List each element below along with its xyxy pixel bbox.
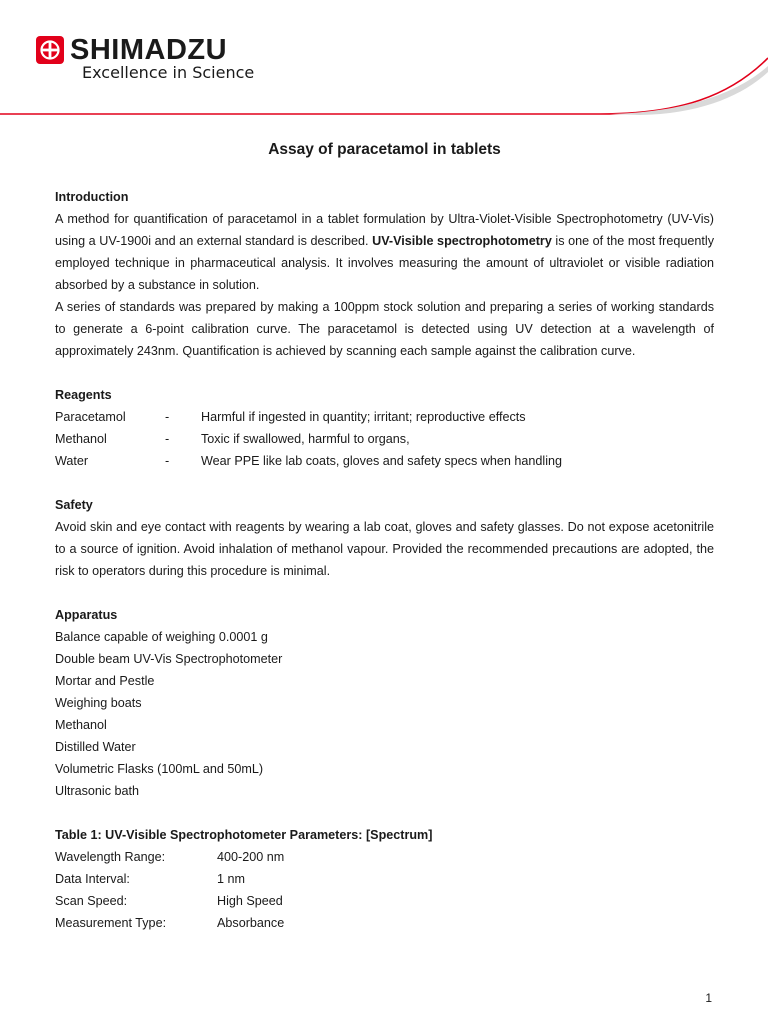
apparatus-item: Volumetric Flasks (100mL and 50mL) [55,762,264,776]
parameters-table-section [55,824,714,934]
shimadzu-logo-mark-icon [36,36,64,64]
apparatus-item: Weighing boats [55,696,142,710]
introduction-section [55,186,714,362]
reagents-heading: Reagents [55,388,112,402]
reagent-row [55,406,714,428]
reagent-dash: - [165,454,170,468]
emphasis-uv-vis: UV-Visible spectrophotometry [372,234,552,248]
parameter-value: High Speed [217,894,283,908]
parameter-label: Measurement Type: [55,916,167,930]
apparatus-heading: Apparatus [55,608,118,622]
safety-paragraph: Avoid skin and eye contact with reagents by wearing a lab coat, gloves and safety glasses. Do not expose acetonitrile to a source of ignition. Avoid inhalation of methanol vapour. Provided the recommended precautions are adopted, the risk to operators during this procedure is minimal. [55,520,714,578]
parameter-label: Wavelength Range: [55,850,166,864]
reagent-dash: - [165,432,170,446]
logo-wordmark: SHIMADZU [70,33,228,66]
reagent-hazard: Harmful if ingested in quantity; irritant; reproductive effects [201,410,526,424]
document-body [55,138,714,934]
apparatus-item: Ultrasonic bath [55,784,139,798]
parameter-value: 400-200 nm [217,850,285,864]
page-header [0,0,768,120]
reagent-name: Paracetamol [55,410,126,424]
parameter-value: Absorbance [217,916,285,930]
reagents-section [55,384,714,472]
apparatus-item: Methanol [55,718,107,732]
parameter-row [55,912,714,934]
reagent-hazard: Wear PPE like lab coats, gloves and safety specs when handling [201,454,562,468]
reagent-dash: - [165,410,170,424]
apparatus-section [55,604,714,802]
introduction-paragraph-2: A series of standards was prepared by making a 100ppm stock solution and preparing a series of working standards to generate a 6-point calibration curve. The paracetamol is detected using UV detection at a wavelength of approximately 243nm. Quantification is achieved by scanning each sample against the calibration curve. [55,300,714,358]
introduction-paragraph-1: A method for quantification of paracetamol in a tablet formulation by Ultra-Violet-Visible Spectrophotometry (UV-Vis) using a UV-1900i and an external standard is described. UV-Visible spectrophotometry is one of the most frequently employed technique in pharmaceutical analysis. It involves measuring the amount of ultraviolet or visible radiation absorbed by a substance in solution. [55,212,714,292]
parameter-label: Data Interval: [55,872,130,886]
apparatus-item: Balance capable of weighing 0.0001 g [55,630,268,644]
parameter-row [55,890,714,912]
table-1-heading: Table 1: UV-Visible Spectrophotometer Parameters: [Spectrum] [55,828,433,842]
page-number: 1 [705,991,712,1005]
safety-heading: Safety [55,498,93,512]
parameter-row [55,868,714,890]
safety-section [55,494,714,582]
apparatus-item: Mortar and Pestle [55,674,155,688]
parameter-row [55,846,714,868]
reagent-row [55,450,714,472]
apparatus-item: Distilled Water [55,740,136,754]
shimadzu-logo [36,34,227,66]
parameter-label: Scan Speed: [55,894,128,908]
introduction-heading: Introduction [55,190,129,204]
parameter-value: 1 nm [217,872,245,886]
reagent-name: Methanol [55,432,107,446]
logo-tagline: Excellence in Science [82,63,255,82]
reagent-hazard: Toxic if swallowed, harmful to organs, [201,432,410,446]
document-title: Assay of paracetamol in tablets [268,141,501,158]
apparatus-item: Double beam UV-Vis Spectrophotometer [55,652,283,666]
reagent-row [55,428,714,450]
reagent-name: Water [55,454,89,468]
